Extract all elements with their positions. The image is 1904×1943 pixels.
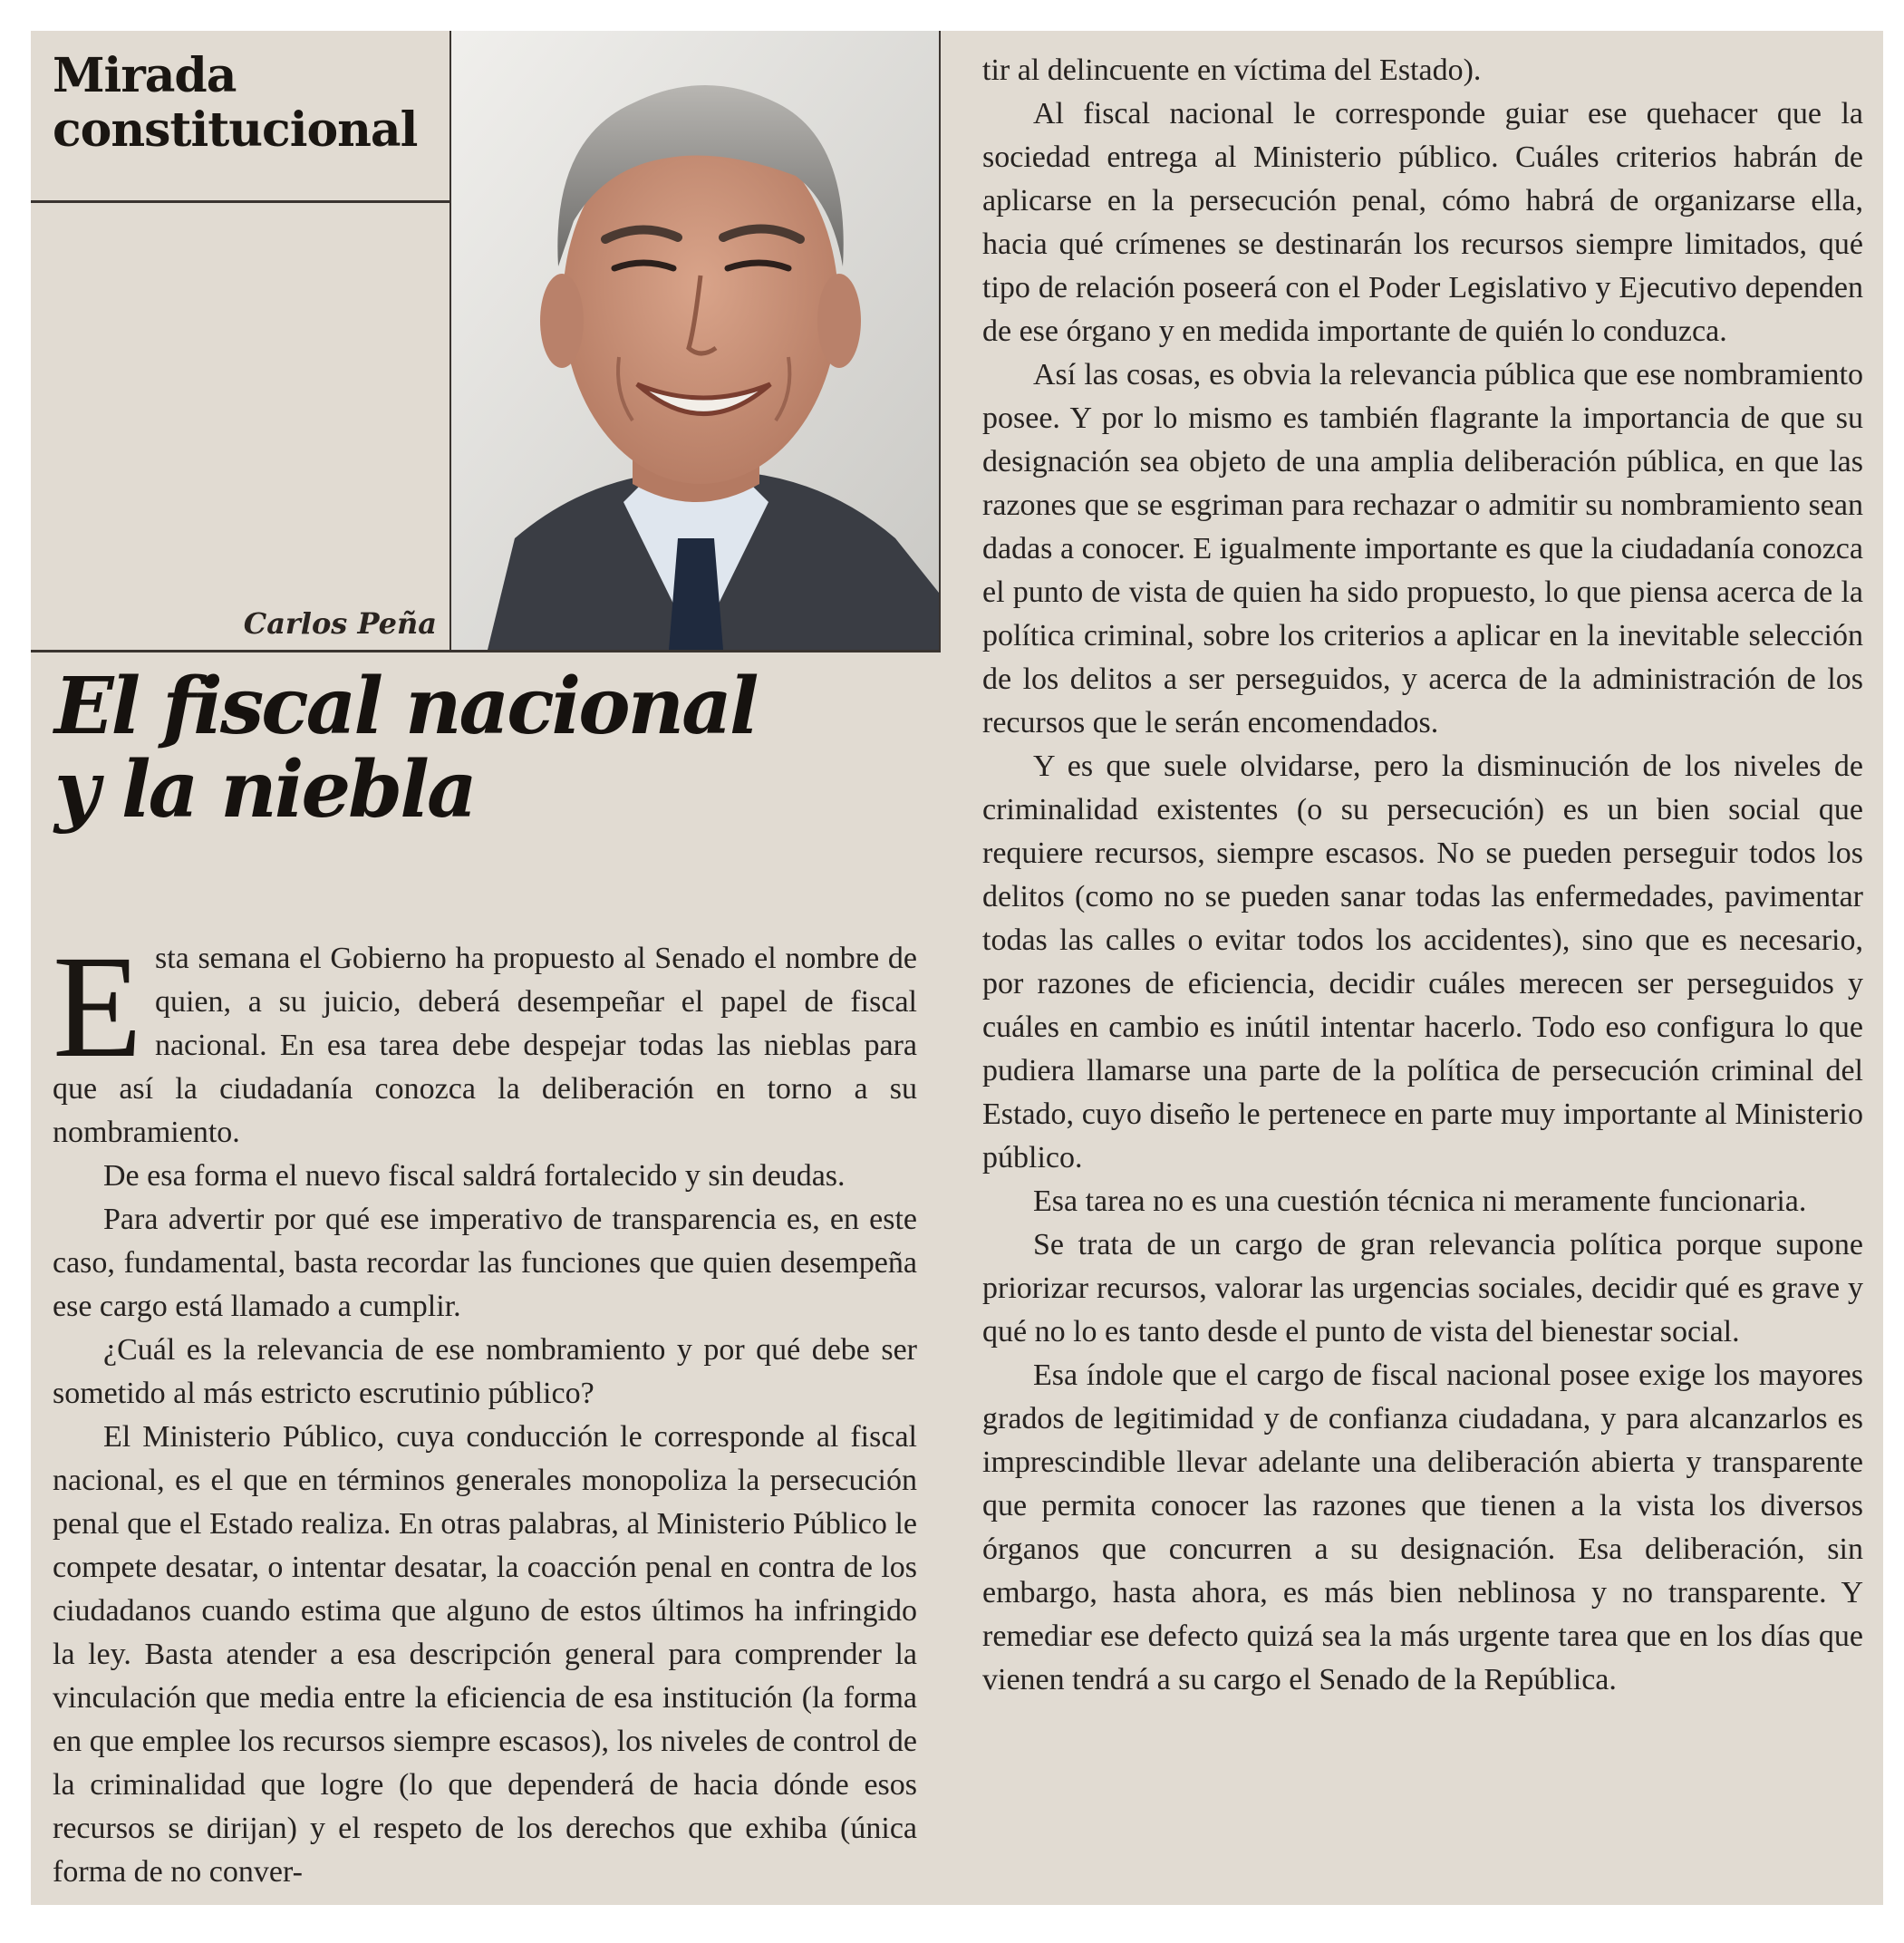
section-kicker — [53, 49, 417, 158]
headline-line-2: y la niebla — [54, 744, 475, 836]
article-column-right — [982, 49, 1863, 1702]
paragraph-6: Al fiscal nacional le corresponde guiar ese quehacer que la sociedad entrega al Ministerio público. Cuáles criterios habrán de aplicarse en la persecución penal, cómo habrá de organizarse ella, hacia qué crímenes se destinarán los recursos siempre limitados, qué tipo de relación poseerá con el Poder Legislativo y Ejecutivo dependen de ese órgano y en medida importante de quién lo conduzca. — [982, 97, 1863, 348]
author-byline: Carlos Peña — [243, 606, 437, 641]
author-panel — [31, 203, 449, 652]
paragraph-continuation: tir al delincuente en víctima del Estado). — [982, 53, 1482, 87]
paragraph-1-text: sta semana el Gobierno ha propuesto al Senado el nombre de quien, a su juicio, deberá desempeñar el papel de fiscal nacional. En esa tarea debe despejar todas las nieblas para que así la ciudadanía conozca la deliberación en torno a su nombramiento. — [53, 942, 917, 1149]
paragraph-11: Esa índole que el cargo de fiscal nacional posee exige los mayores grados de legitimidad y de confianza ciudadana, y para alcanzarlos es imprescindible llevar adelante una deliberación abierta y transparente que permita conocer las razones que tienen a la vista los diversos órganos que concurren a su designación. Esa deliberación, sin embargo, hasta ahora, es más bien neblinosa y no transparente. Y remediar ese defecto quizá sea la más urgente tarea que en los días que vienen tendrá a su cargo el Senado de la República. — [982, 1358, 1863, 1696]
headline — [54, 661, 924, 836]
paragraph-9: Esa tarea no es una cuestión técnica ni meramente funcionaria. — [1033, 1184, 1807, 1218]
article-column-left — [53, 926, 917, 1894]
paragraph-3: Para advertir por qué ese imperativo de transparencia es, en este caso, fundamental, basta recordar las funciones que quien desempeña ese cargo está llamado a cumplir. — [53, 1203, 917, 1323]
paragraph-7: Así las cosas, es obvia la relevancia pública que ese nombramiento posee. Y por lo mismo es también flagrante la importancia de que su designación sea objeto de una amplia deliberación pública, en que las razones que se esgriman para rechazar o admitir su nombramiento sean dadas a conocer. E igualmente importante es que la ciudadanía conozca el punto de vista de quien ha sido propuesto, lo que piensa acerca de la política criminal, sobre los criterios a aplicar en la inevitable selección de los delitos a ser perseguidos, y acerca de la administración de los recursos que le serán encomendados. — [982, 358, 1863, 740]
paragraph-4: ¿Cuál es la relevancia de ese nombramiento y por qué debe ser sometido al más estricto escrutinio público? — [53, 1333, 917, 1410]
paragraph-8: Y es que suele olvidarse, pero la disminución de los niveles de criminalidad existentes (o su persecución) es un bien social que requiere recursos, siempre escasos. No se pueden perseguir todos los delitos (como no se pueden sanar todas las enfermedades, pavimentar todas las calles o evitar todos los accidentes), sino que es necesario, por razones de eficiencia, decidir cuáles merecen ser perseguidos y cuáles en cambio es inútil intentar hacerlo. Todo eso configura lo que pudiera llamarse una parte de la política de persecución criminal del Estado, cuyo diseño le pertenece en parte muy importante al Ministerio público. — [982, 749, 1863, 1174]
paragraph-2: De esa forma el nuevo fiscal saldrá fortalecido y sin deudas. — [103, 1159, 846, 1193]
kicker-line-2: constitucional — [53, 102, 418, 158]
author-photo — [449, 31, 941, 652]
author-portrait-image — [451, 31, 939, 650]
drop-cap: E — [53, 926, 142, 1088]
paragraph-5: El Ministerio Público, cuya conducción le corresponde al fiscal nacional, es el que en términos generales monopoliza la persecución penal que el Estado realiza. En otras palabras, al Ministerio Público le compete desatar, o intentar desatar, la coacción penal en contra de los ciudadanos cuando estima que alguno de estos últimos ha infringido la ley. Basta atender a esa descripción general para comprender la vinculación que media entre la eficiencia de esa institución (la forma en que emplee los recursos siempre escasos), los niveles de control de la criminalidad que logre (lo que dependerá de hacia dónde esos recursos se dirijan) y el respeto de los derechos que exhiba (única forma de no conver- — [53, 1420, 917, 1889]
paragraph-10: Se trata de un cargo de gran relevancia política porque supone priorizar recursos, valorar las urgencias sociales, decidir qué es grave y qué no lo es tanto desde el punto de vista del bienestar social. — [982, 1228, 1863, 1348]
section-header — [31, 31, 449, 203]
headline-line-1: El fiscal nacional — [54, 661, 757, 752]
newspaper-page — [31, 31, 1883, 1905]
paragraph-1 — [53, 926, 917, 1155]
kicker-line-1: Mirada — [53, 48, 237, 103]
